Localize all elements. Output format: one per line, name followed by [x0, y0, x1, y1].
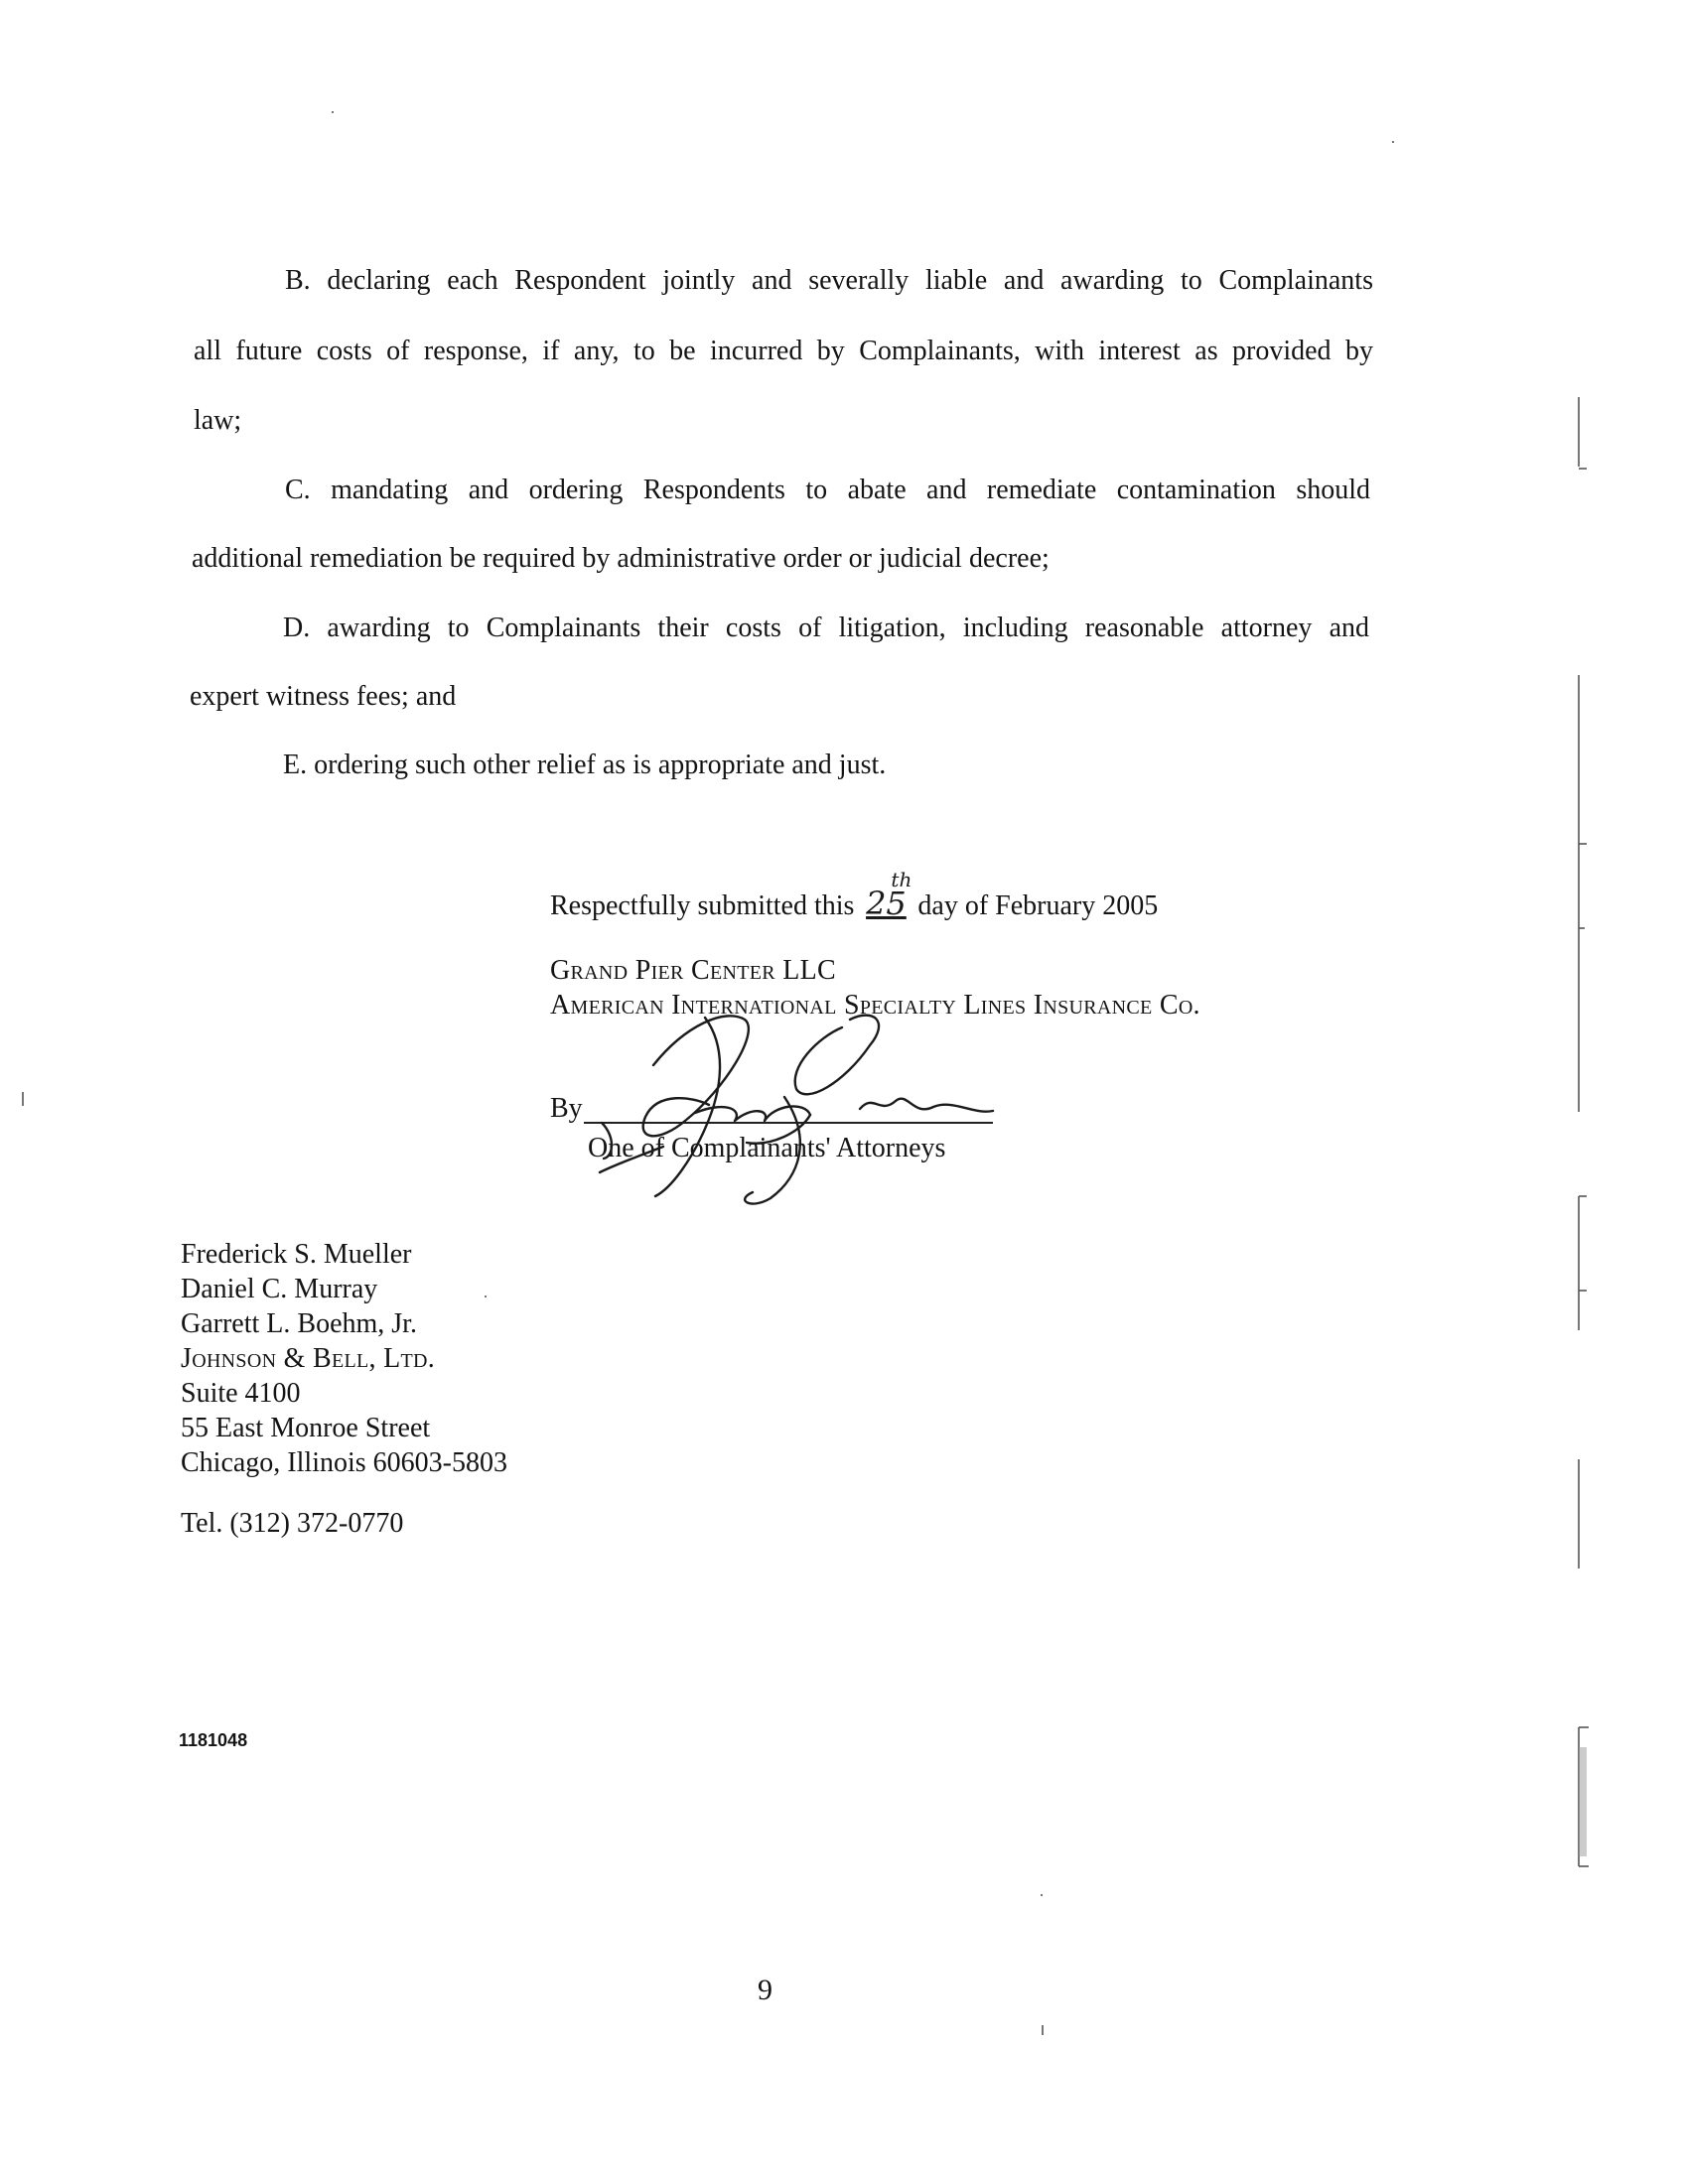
- party-aisli: American International Specialty Lines Insurance Co.: [550, 990, 1200, 1021]
- telephone: Tel. (312) 372-0770: [181, 1508, 404, 1539]
- scan-speck: [22, 1092, 24, 1106]
- law-firm-name: Johnson & Bell, Ltd.: [181, 1343, 436, 1374]
- paragraph-c-line-1: C. mandating and ordering Respondents to abate and remediate contamination should: [285, 475, 1370, 505]
- paragraph-e-line-1: E. ordering such other relief as is appropriate and just.: [283, 750, 887, 780]
- paragraph-b-line-2: all future costs of response, if any, to be incurred by Complainants, with interest as provided by: [194, 336, 1373, 366]
- street-address: 55 East Monroe Street: [181, 1413, 431, 1443]
- page-number: 9: [758, 1974, 772, 2006]
- submission-suffix: day of February 2005: [917, 890, 1159, 921]
- scan-speck: [485, 1296, 487, 1297]
- suite: Suite 4100: [181, 1378, 301, 1409]
- attorney-name: Daniel C. Murray: [181, 1274, 378, 1304]
- paragraph-b-line-1: B. declaring each Respondent jointly and severally liable and awarding to Complainants: [285, 265, 1373, 296]
- scan-edge-marks: [1549, 377, 1609, 1966]
- handwritten-signature: [576, 998, 993, 1216]
- party-grand-pier: Grand Pier Center LLC: [550, 955, 836, 986]
- scan-speck: [1392, 141, 1394, 143]
- handwritten-day: 25 th: [866, 868, 912, 922]
- scan-speck: [1042, 2025, 1044, 2035]
- city-state-zip: Chicago, Illinois 60603-5803: [181, 1447, 507, 1478]
- paragraph-d-line-1: D. awarding to Complainants their costs of litigation, including reasonable attorney and: [283, 613, 1369, 643]
- signature-caption: One of Complainants' Attorneys: [588, 1133, 946, 1163]
- attorney-name: Garrett L. Boehm, Jr.: [181, 1308, 417, 1339]
- paragraph-b-line-3: law;: [194, 405, 242, 436]
- paragraph-c-line-2: additional remediation be required by administrative order or judicial decree;: [192, 543, 1050, 574]
- scan-speck: [332, 111, 334, 113]
- submission-line: [550, 868, 1159, 922]
- handwritten-day-suffix: th: [891, 868, 912, 891]
- counsel-address-block: [181, 1237, 507, 1541]
- document-number: 1181048: [179, 1730, 248, 1750]
- attorney-name: Frederick S. Mueller: [181, 1239, 412, 1270]
- submission-prefix: Respectfully submitted this: [550, 890, 855, 921]
- paragraph-d-line-2: expert witness fees; and: [190, 681, 457, 712]
- by-label: By: [550, 1093, 583, 1124]
- scan-speck: [1041, 1894, 1043, 1896]
